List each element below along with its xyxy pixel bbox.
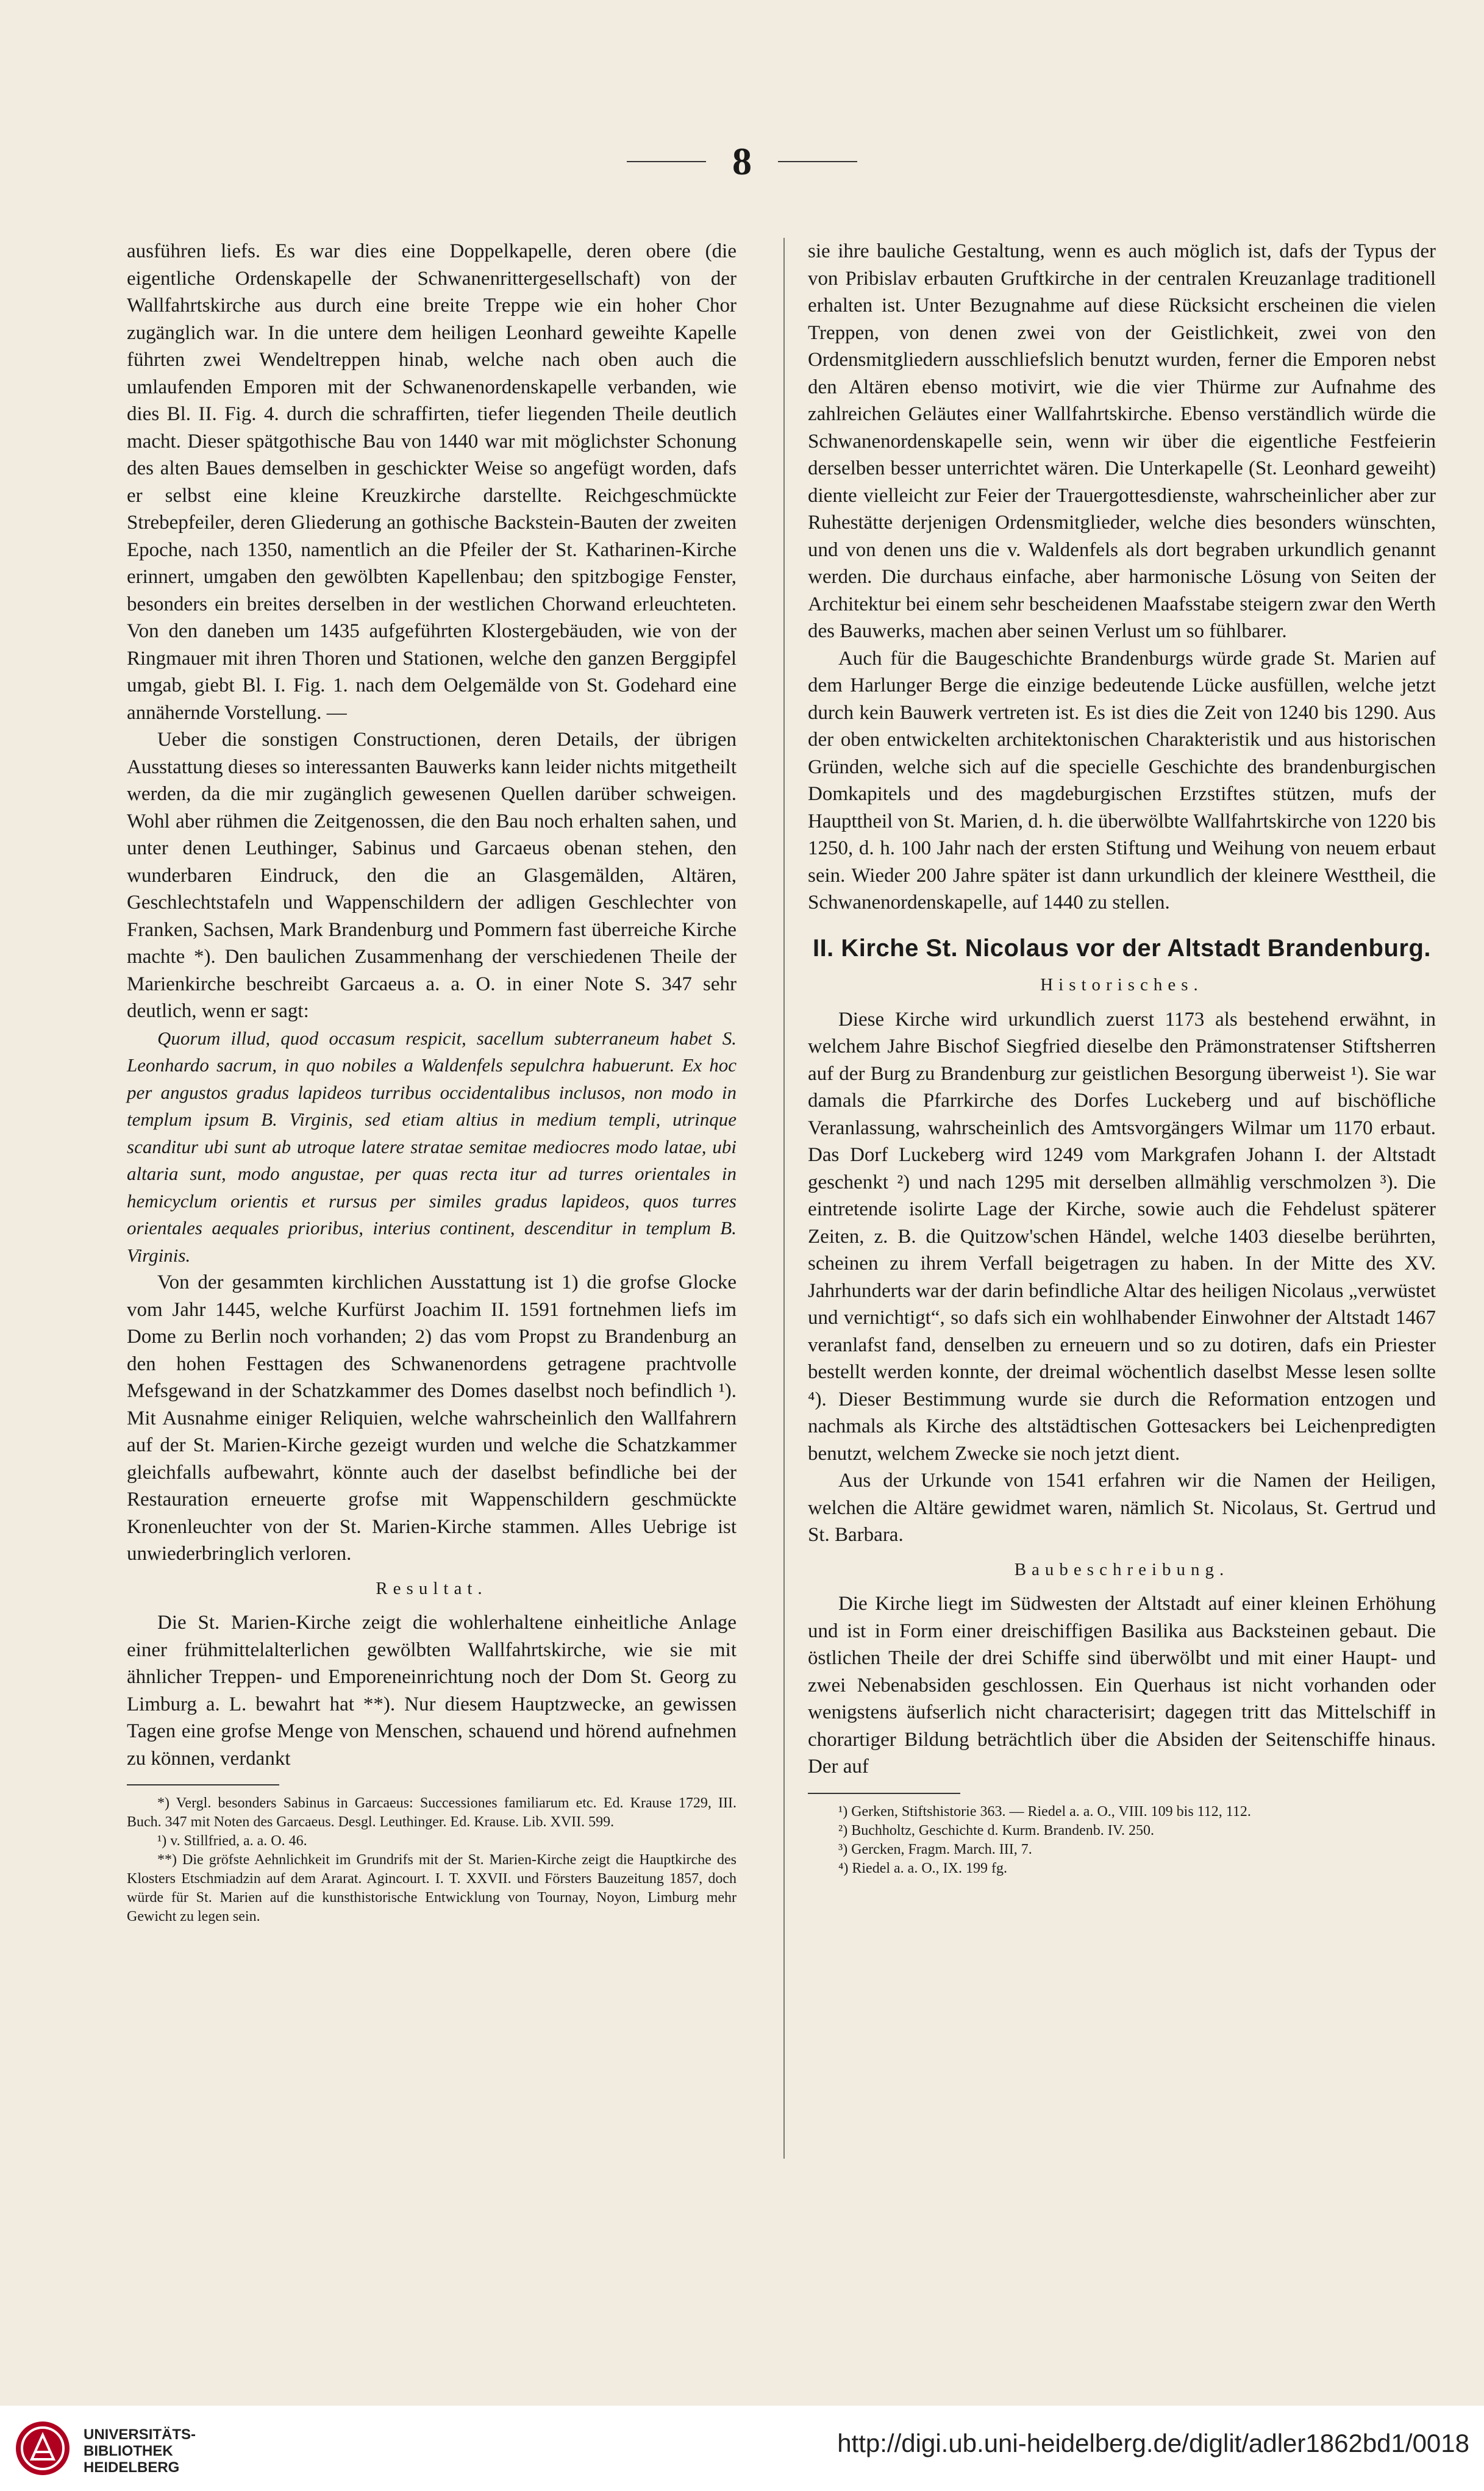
paragraph: Auch für die Baugeschichte Brandenburgs würde grade St. Marien auf dem Harlunger Berge die einzige bedeutende Lücke ausfüllen, welche jetzt durch kein Bauwerk vertreten ist. Es ist dies die Zeit von 1240 bis 1290. Aus der oben entwickelten architektonischen Charakteristik und aus historischen Gründen, welche sich auf die specielle Geschichte des brandenburgischen Domkapitels und des magdeburgischen Erzstiftes stützen, mufs der Haupttheil von St. Marien, d. h. die überwölbte Wallfahrtskirche von 1220 bis 1250, d. h. 100 Jahr nach der ersten Stiftung und Weihung von neuem erbaut sein. Wieder 200 Jahre später ist dann urkundlich der kleinere Westtheil, die Schwanenordenskapelle, auf 1440 zu stellen.	[808, 647, 1436, 913]
left-column	[127, 238, 737, 1926]
logo-line: UNIVERSITÄTS-	[84, 2426, 196, 2443]
viewer-footer	[0, 2406, 1484, 2491]
right-column	[808, 238, 1436, 1878]
footnote: *) Vergl. besonders Sabinus in Garcaeus: Successiones familiarum etc. Ed. Krause 1729, III. Buch. 347 mit Noten des Garcaeus. Desgl. Leuthinger. Ed. Krause. Lib. XVII. 599.	[127, 1795, 737, 1830]
section-subheading: Historisches.	[1040, 975, 1204, 995]
paragraph: sie ihre bauliche Gestaltung, wenn es auch möglich ist, dafs der Typus der von Pribislav erbauten Gruftkirche in der centralen Kreuzanlage traditionell erhalten ist. Unter Bezugnahme auf diese Rücksicht erscheinen die vielen Treppen, von denen zwei von der Geistlichkeit, zwei von den Ordensmitgliedern ausschliefslich benutzt wurden, ferner die Emporen nebst den Altären ebenso motivirt, wie die vier Thürme zur Aufnahme des zahlreichen Geläutes einer Wallfahrtskirche. Ebenso verständlich würde die Schwanenordenskapelle sein, wenn wir über die eigentliche Festfeierin derselben besser unterrichtet wären. Die Unterkapelle (St. Leonhard geweiht) diente vielleicht zur Feier der Trauergottesdienste, wahrscheinlicher aber zur Ruhestätte derjenigen Ordensmitglieder, welche dies besonders wünschten, und von denen uns die v. Waldenfels als dort begraben urkundlich genannt werden. Die durchaus einfache, aber harmonische Lösung von Seiten der Architektur bei einem sehr bescheidenen Maafsstabe steigern zwar den Werth des Bauwerks, machen aber seinen Verlust um so fühlbarer.	[808, 240, 1436, 642]
footnote: **) Die gröfste Aehnlichkeit im Grundrifs mit der St. Marien-Kirche zeigt die Hauptkirche des Klosters Etschmiadzin auf dem Ararat. Agincourt. I. T. XXVII. und Försters Bauzeitung 1857, doch würde für St. Marien auf die kunsthistorische Entwicklung von Tournay, Noyon, Limburg mehr Gewicht zu legen sein.	[127, 1852, 737, 1925]
page-header	[0, 139, 1484, 184]
column-divider	[783, 238, 785, 2159]
paragraph: Ueber die sonstigen Constructionen, deren Details, der übrigen Ausstattung dieses so interessanten Bauwerks kann leider nichts mitgetheilt werden, da die mir zugänglich gewesenen Quellen darüber schweigen. Wohl aber rühmen die Zeitgenossen, die den Bau noch erhalten sahen, und unter denen Leuthinger, Sabinus und Garcaeus obenan stehen, den wunderbaren Eindruck, den die an Glasgemälden, Altären, Geschlechtstafeln und Wappenschildern der adligen Geschlechter von Franken, Sachsen, Mark Brandenburg und Pommern fast überreiche Kirche machte *). Den baulichen Zusammenhang der verschiedenen Theile der Marienkirche beschreibt Garcaeus a. a. O. in einer Note S. 347 sehr deutlich, wenn er sagt:	[127, 729, 737, 1022]
paragraph: Von der gesammten kirchlichen Ausstattung ist 1) die grofse Glocke vom Jahr 1445, welche Kurfürst Joachim II. 1591 fortnehmen liefs im Dome zu Berlin noch vorhanden; 2) das vom Propst zu Brandenburg an den hohen Festtagen des Schwanenordens getragene prachtvolle Mefsgewand in der Schatzkammer des Domes daselbst noch befindlich ¹). Mit Ausnahme einiger Reliquien, welche wahrscheinlich den Wallfahrern auf der St. Marien-Kirche gezeigt wurden und welche die Schatzkammer gleichfalls aufbewahrt, könnte auch der daselbst befindliche bei der Restauration erneuerte grofse mit Wappenschildern geschmückte Kronenleuchter von der St. Marien-Kirche stammen. Alles Uebrige ist unwiederbringlich verloren.	[127, 1271, 737, 1565]
footnote: ¹) v. Stillfried, a. a. O. 46.	[157, 1833, 307, 1849]
section-subheading: Baubeschreibung.	[1014, 1559, 1230, 1579]
header-rule-right	[778, 161, 857, 162]
latin-quote: Quorum illud, quod occasum respicit, sacellum subterraneum habet S. Leonhardo sacrum, in quo nobiles a Waldenfels sepulchra habuerunt. Ex hoc per angustos gradus lapideos turribus occidentalibus inclusos, non modo in templum ipsum B. Virginis, sed etiam altius in medium templi, utrinque scanditur ubi sunt ab utroque latere stratae semitae mediocres modo latae, ubi altaria sunt, modo angustae, per quas recta itur ad turres orientales in hemicyclum orientis et rursus per similes gradus lapideos, quos turres orientales aequales prioribus, interius continent, descenditur in templum B. Virginis.	[127, 1027, 737, 1266]
paragraph: Diese Kirche wird urkundlich zuerst 1173 als bestehend erwähnt, in welchem Jahre Bischof Siegfried dieselbe den Prämonstratenser Stiftsherren auf der Burg zu Brandenburg zur geistlichen Besorgung überweist ¹). Sie war damals die Pfarrkirche des Dorfes Luckeberg und auf bischöfliche Veranlassung, wahrscheinlich des Amtsvorgängers Wilmar um 1170 erbaut. Das Dorf Luckeberg wird 1249 vom Markgrafen Johann I. der Altstadt geschenkt ²) und nach 1295 mit derselben allmählig verschmolzen ³). Die eintretende isolirte Lage der Kirche, sowie auch die Fehdelust späterer Zeiten, z. B. die Quitzow'schen Händel, welche 1403 dieselbe berührten, scheinen zu ihrem Verfall beigetragen zu haben. In der Mitte des XV. Jahrhunderts war der darin befindliche Altar des heiligen Nicolaus „verwüstet und vernichtigt“, so dafs sich ein wohlhabender Einwohner der Altstadt 1467 veranlafst fand, denselben zu erneuern und so zu dotiren, dafs ein Priester bestellt werden konnte, der dreimal wöchentlich daselbst Messe lesen sollte ⁴). Dieser Bestimmung wurde sie durch die Reformation entzogen und nachmals als Kirche des altstädtischen Gottesackers bei Leichenpredigten benutzt, welchem Zwecke sie noch jetzt dient.	[808, 1008, 1436, 1465]
footnote: ⁴) Riedel a. a. O., IX. 199 fg.	[838, 1860, 1007, 1876]
paragraph: Die Kirche liegt im Südwesten der Altstadt auf einer kleinen Erhöhung und ist in Form einer dreischiffigen Basilika aus Backsteinen gebaut. Die östlichen Theile der drei Schiffe sind überwölbt und mit einer Haupt- und zwei Nebenabsiden geschlossen. Ein Querhaus ist nicht vorhanden oder wenigstens äufserlich nicht characterisirt; dagegen tritt das Mittelschiff in chorartiger Bildung beträchtlich über die Absiden der Seitenschiffe hinaus. Der auf	[808, 1593, 1436, 1778]
footnote-rule	[127, 1784, 279, 1785]
footnote: ²) Buchholtz, Geschichte d. Kurm. Brandenb. IV. 250.	[838, 1822, 1154, 1839]
source-url-link[interactable]: http://digi.ub.uni-heidelberg.de/diglit/adler1862bd1/0018	[837, 2429, 1469, 2457]
header-rule-left	[627, 161, 706, 162]
logo-line: BIBLIOTHEK	[84, 2443, 173, 2459]
logo-line: HEIDELBERG	[84, 2459, 180, 2476]
footnote-rule	[808, 1793, 960, 1794]
library-logo[interactable]	[13, 2419, 245, 2480]
paragraph: Die St. Marien-Kirche zeigt die wohlerhaltene einheitliche Anlage einer frühmittelalterlichen gewölbten Wallfahrtskirche, wie sie mit ähnlicher Treppen- und Emporeneinrichtung noch der Dom St. Georg zu Limburg a. L. bewahrt hat **). Nur diesem Hauptzwecke, an gewissen Tagen eine grofse Menge von Menschen, schauend und hörend aufnehmen zu können, verdankt	[127, 1612, 737, 1770]
heidelberg-seal-icon	[13, 2419, 72, 2478]
paragraph: Aus der Urkunde von 1541 erfahren wir die Namen der Heiligen, welchen die Altäre gewidmet waren, nämlich St. Nicolaus, St. Gertrud und St. Barbara.	[808, 1470, 1436, 1546]
page-number: 8	[732, 140, 752, 183]
section-subheading: Resultat.	[376, 1578, 488, 1598]
footnote: ¹) Gerken, Stiftshistorie 363. — Riedel a. a. O., VIII. 109 bis 112, 112.	[838, 1803, 1251, 1820]
footnote: ³) Gercken, Fragm. March. III, 7.	[838, 1841, 1032, 1857]
section-heading: II. Kirche St. Nicolaus vor der Altstadt Brandenburg.	[812, 934, 1432, 962]
paragraph: ausführen liefs. Es war dies eine Doppelkapelle, deren obere (die eigentliche Ordenskapelle der Schwanenrittergesellschaft) von der Wallfahrtskirche aus durch eine breite Treppe wie ein hoher Chor zugänglich war. In die untere dem heiligen Leonhard geweihte Kapelle führten zwei Wendeltreppen hinab, welche nach oben auch die umlaufenden Emporen mit der Schwanenordenskapelle verbanden, wie dies Bl. II. Fig. 4. durch die schraffirten, tiefer liegenden Theile deutlich macht. Dieser spätgothische Bau von 1440 war mit möglichster Schonung des alten Baues demselben in geschickter Weise so angefügt worden, dafs er selbst eine kleine Kreuzkirche darstellte. Reichgeschmückte Strebepfeiler, deren Gliederung an gothische Backstein-Bauten der zweiten Epoche, nach 1350, namentlich an die Pfeiler der St. Katharinen-Kirche erinnert, umgaben den gewölbten Kapellenbau; den spitzbogige Fenster, besonders ein breites derselben in der westlichen Chorwand erleuchteten. Von den daneben um 1435 aufgeführten Klostergebäuden, wie von der Ringmauer mit ihren Thoren und Stationen, welche den ganzen Berggipfel umgab, giebt Bl. I. Fig. 1. nach dem Oelgemälde von St. Godehard eine annähernde Vorstellung. —	[127, 240, 737, 724]
library-logo-text	[84, 2426, 196, 2476]
